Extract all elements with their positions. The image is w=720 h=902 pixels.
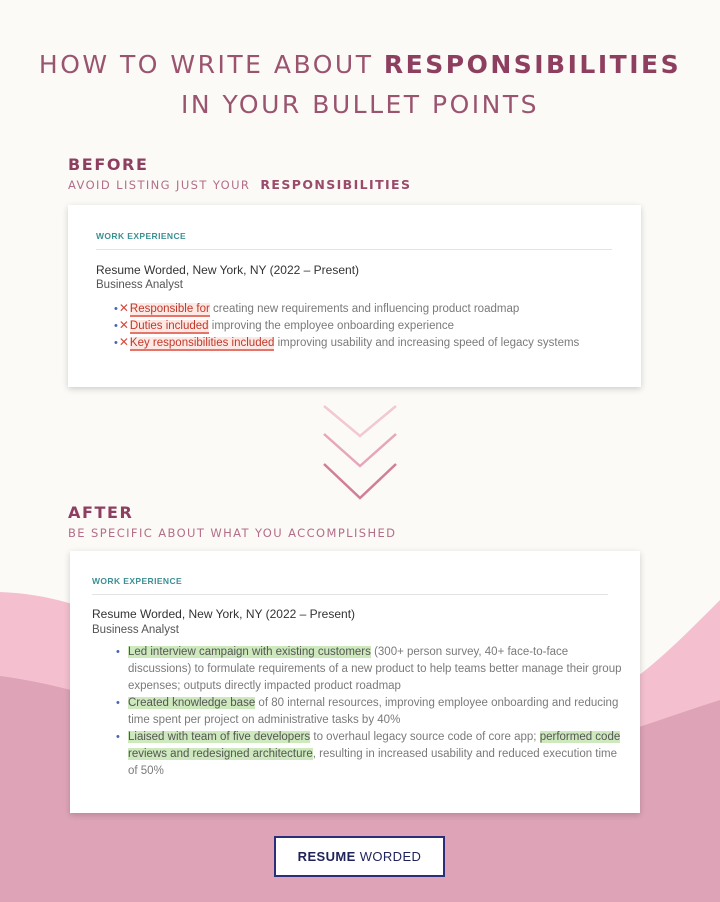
- bullet-dot-icon: •: [114, 320, 118, 332]
- x-mark-icon: ✕: [118, 318, 129, 332]
- bullet-dot-icon: •: [116, 731, 120, 743]
- page-title-emphasis: RESPONSIBILITIES: [383, 50, 682, 79]
- page-title-line1: HOW TO WRITE ABOUT RESPONSIBILITIES: [38, 50, 682, 79]
- divider: [96, 249, 612, 250]
- company-line: Resume Worded, New York, NY (2022 – Present): [96, 263, 360, 277]
- bullet-dot-icon: •: [116, 646, 120, 658]
- before-subheading: AVOID LISTING JUST YOUR RESPONSIBILITIES: [68, 177, 412, 192]
- bullet-line: •✕Responsible for creating new requirements and influencing product roadmap: [114, 301, 520, 315]
- list-item: • Led interview campaign with existing customers (300+ person survey, 40+ face-to-face discussions) to formulate requirements of a new product to help teams better manage their group expenses; outputs directly impacted product roadmap: [116, 646, 622, 692]
- bullet-dot-icon: •: [114, 303, 118, 315]
- list-item: • Liaised with team of five developers to overhaul legacy source code of core app; performed code reviews and redesigned architecture, resulting in increased usability and reduced execution time of 50%: [116, 731, 621, 777]
- before-resume-card: [68, 205, 641, 387]
- bullet-line: •✕Key responsibilities included improving usability and increasing speed of legacy systems: [114, 335, 580, 349]
- job-title: Business Analyst: [96, 279, 183, 291]
- bullet-line: •✕Duties included improving the employee onboarding experience: [114, 318, 455, 332]
- bullet-list: [116, 644, 626, 780]
- section-label: WORK EXPERIENCE: [96, 231, 187, 241]
- after-heading: AFTER: [68, 503, 134, 522]
- chevron-down-icon: [318, 402, 402, 502]
- company-line: Resume Worded, New York, NY (2022 – Present): [92, 607, 356, 621]
- divider: [92, 594, 608, 595]
- list-item: • Created knowledge base of 80 internal resources, improving employee onboarding and reducing time spent per project on administrative tasks by 40%: [116, 697, 619, 726]
- bullet-dot-icon: •: [114, 337, 118, 349]
- bullet-dot-icon: •: [116, 697, 120, 709]
- resume-worded-logo[interactable]: RESUME WORDED: [274, 836, 445, 877]
- after-subheading: BE SPECIFIC ABOUT WHAT YOU ACCOMPLISHED: [68, 526, 397, 540]
- x-mark-icon: ✕: [118, 301, 129, 315]
- x-mark-icon: ✕: [118, 335, 129, 349]
- after-resume-card: [70, 551, 640, 813]
- section-label: WORK EXPERIENCE: [92, 576, 183, 586]
- before-heading: BEFORE: [68, 155, 149, 174]
- job-title: Business Analyst: [92, 624, 179, 636]
- page-title-line2: IN YOUR BULLET POINTS: [180, 90, 539, 119]
